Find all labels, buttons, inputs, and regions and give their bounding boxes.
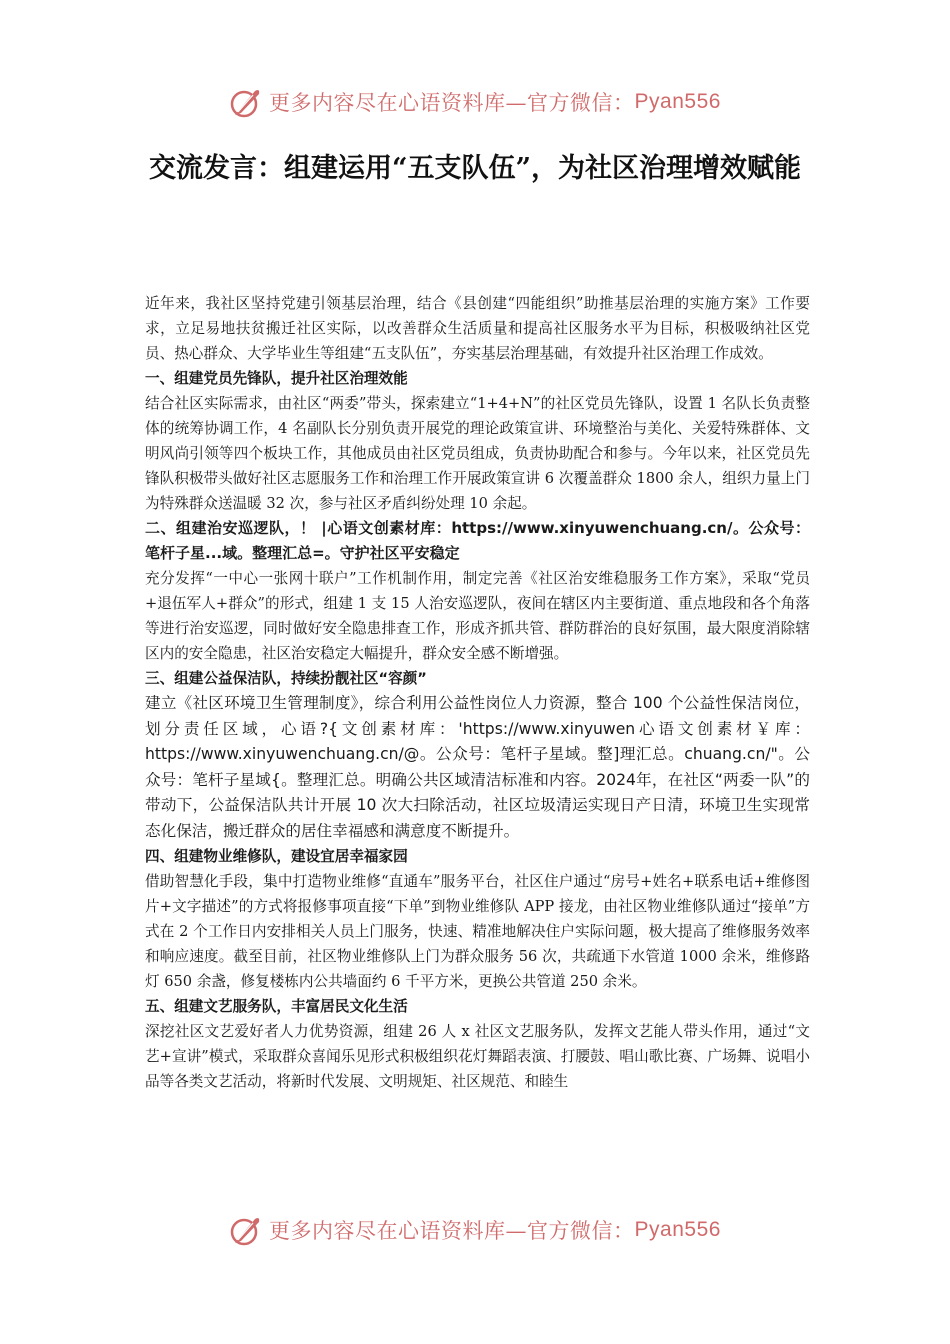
section-paragraph-1: 结合社区实际需求，由社区“两委”带头，探索建立“1+4+N”的社区党员先锋队，设置 1 名队长负责整体的统筹协调工作，4 名副队长分别负责开展党的理论政策宣讲、环境整治与美化、关爱特殊群体、文明风尚引领等四个板块工作，其他成员由社区党员组成，负责协助配合和参与。今年以来，社区党员先锋队积极带头做好社区志愿服务工作和治理工作开展政策宣讲 6 次覆盖群众 1800 余人，组织力量上门为特殊群众送温暖 32 次，参与社区矛盾纠纷处理 10 余起。: [145, 395, 811, 512]
section-paragraph-2: 充分发挥“一中心一张网十联户”工作机制作用，制定完善《社区治安维稳服务工作方案》，采取“党员+退伍军人+群众”的形式，组建 1 支 15 人治安巡逻队，夜间在辖区内主要街道、重点地段和各个角落等进行治安巡逻，同时做好安全隐患排查工作，形成齐抓共管、群防群治的良好氛围，最大限度消除辖区内的安全隐患，社区治安稳定大幅提升，群众安全感不断增强。: [145, 570, 810, 662]
section-heading-4: 四、组建物业维修队，建设宜居幸福家园: [145, 848, 408, 865]
header-banner-text: 更多内容尽在心语资料库—官方微信：: [269, 91, 635, 115]
section-heading-5: 五、组建文艺服务队，丰富居民文化生活: [145, 998, 408, 1015]
footer-banner-brand: Pyan556: [634, 1218, 721, 1241]
header-banner-brand: Pyan556: [634, 90, 721, 113]
section-paragraph-4: 借助智慧化手段，集中打造物业维修“直通车”服务平台，社区住户通过“房号+姓名+联系电话+维修图片+文字描述”的方式将报修事项直接“下单”到物业维修队 APP 接龙，由社区物业维修队通过“接单”方式在 2 个工作日内安排相关人员上门服务，快速、精准地解决住户实际问题，极大提高了维修服务效率和响应速度。截至目前，社区物业维修队上门为群众服务 56 次，共疏通下水管道 1000 余米，维修路灯 650 余盏，修复楼栋内公共墙面约 6 千平方米，更换公共管道 250 余米。: [145, 873, 810, 990]
footer-banner: [0, 1210, 950, 1250]
document-body: [145, 291, 810, 1094]
quill-logo-icon: [229, 85, 263, 119]
section-heading-1: 一、组建党员先锋队，提升社区治理效能: [145, 370, 408, 387]
section-heading-2: 二、组建治安巡逻队，！ |心语文创素材库：https://www.xinyuwenchuang.cn/。公众号：笔杆子星...域。整理汇总=。守护社区平安稳定: [145, 519, 810, 562]
header-banner: [0, 82, 950, 122]
quill-logo-icon: [229, 1213, 263, 1247]
section-paragraph-5: 深挖社区文艺爱好者人力优势资源，组建 26 人 x 社区文艺服务队，发挥文艺能人带头作用，通过“文艺+宣讲”模式，采取群众喜闻乐见形式积极组织花灯舞蹈表演、打腰鼓、唱山歌比赛、广场舞、说唱小品等各类文艺活动，将新时代发展、文明规矩、社区规范、和睦生: [145, 1023, 810, 1090]
section-paragraph-3: 建立《社区环境卫生管理制度》，综合利用公益性岗位人力资源，整合 100 个公益性保洁岗位，划分责任区域，心语?{文创素材库：'https://www.xinyuwen心语文创素材￥库：https://www.xinyuwenchuang.cn/@。公众号：笔杆子星域。整]理汇总。chuang.cn/"。公众号：笔杆子星域{。整理汇总。明确公共区域清洁标准和内容。2024年，在社区“两委一队”的带动下，公益保洁队共计开展 10 次大扫除活动，社区垃圾清运实现日产日清，环境卫生实现常态化保洁，搬迁群众的居住幸福感和满意度不断提升。: [145, 694, 810, 840]
footer-banner-text: 更多内容尽在心语资料库—官方微信：: [269, 1219, 635, 1243]
document-title: 交流发言：组建运用“五支队伍”，为社区治理增效赋能: [148, 153, 802, 184]
intro-paragraph: 近年来，我社区坚持党建引领基层治理，结合《县创建“四能组织”助推基层治理的实施方案》工作要求，立足易地扶贫搬迁社区实际，以改善群众生活质量和提高社区服务水平为目标，积极吸纳社区党员、热心群众、大学毕业生等组建“五支队伍”，夯实基层治理基础，有效提升社区治理工作成效。: [145, 295, 810, 362]
section-heading-3: 三、组建公益保洁队，持续扮靓社区“容颜”: [145, 670, 427, 687]
